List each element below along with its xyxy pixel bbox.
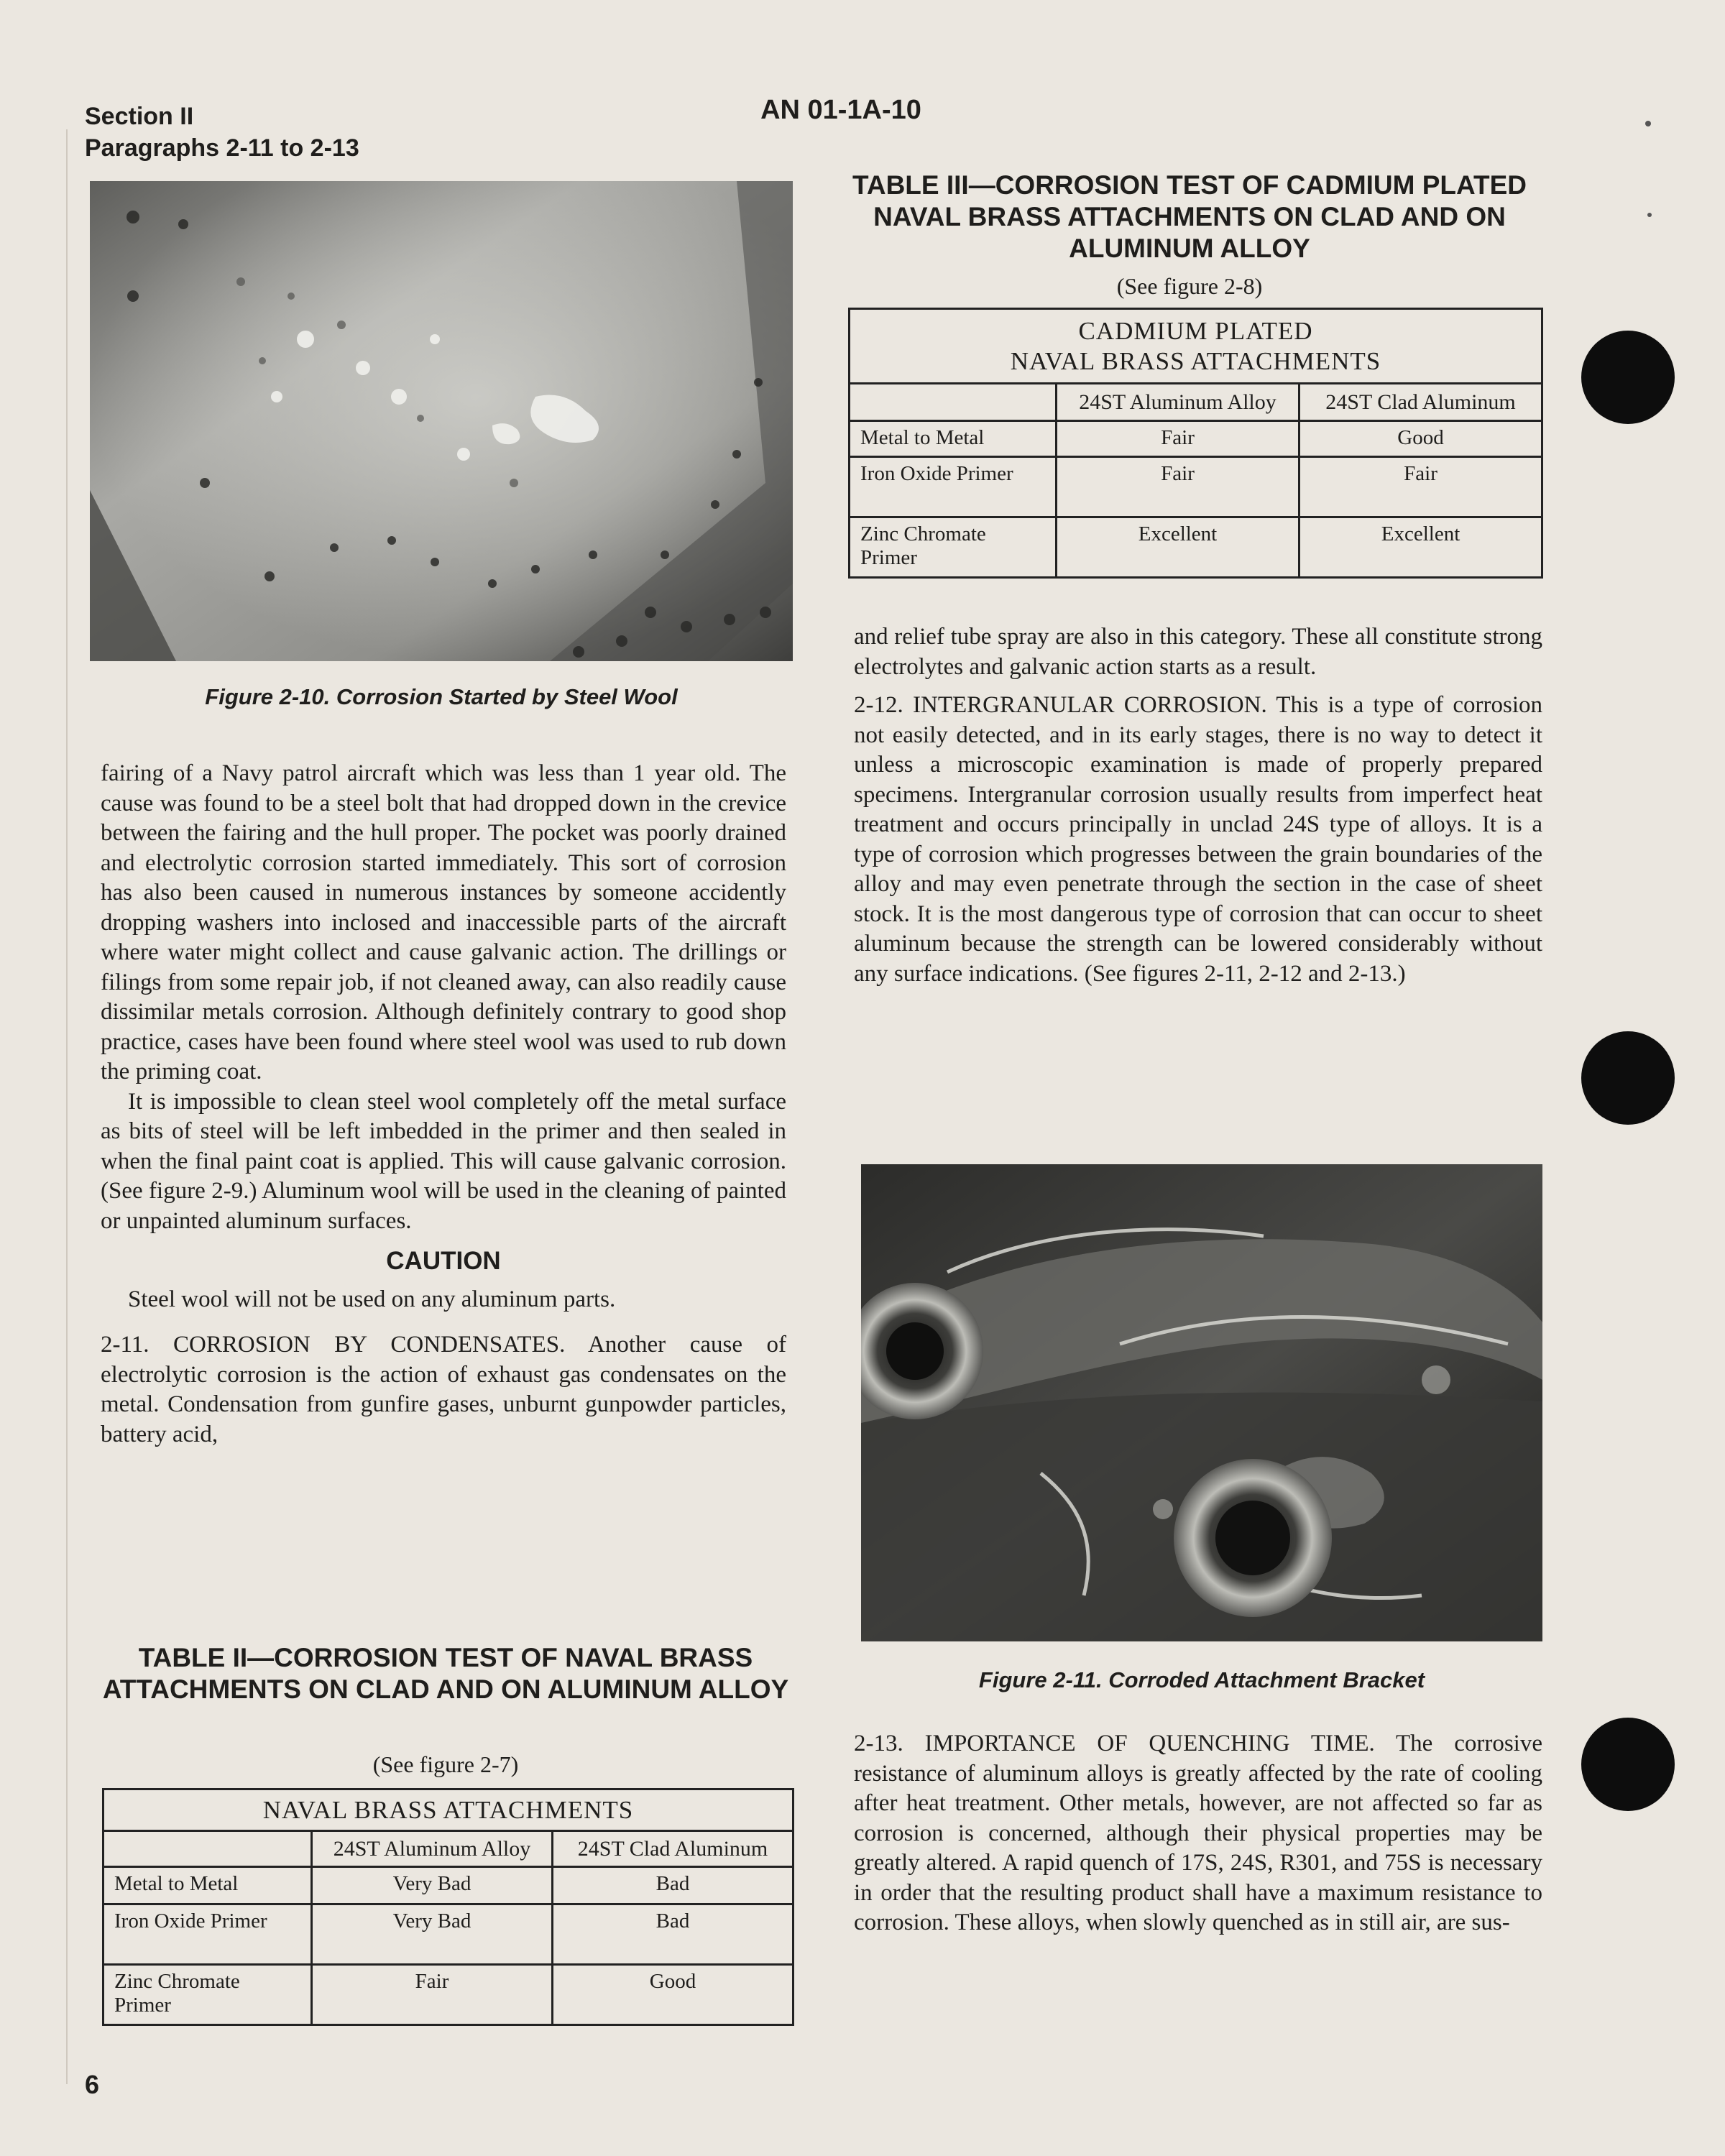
table-row bbox=[104, 1965, 794, 2025]
table-iii-header-empty bbox=[850, 384, 1057, 421]
figure-2-11-photo bbox=[861, 1164, 1542, 1641]
table-cell: Fair bbox=[1057, 421, 1300, 457]
table-cell: Good bbox=[1300, 421, 1542, 457]
table-ii-group-header: NAVAL BRASS ATTACHMENTS bbox=[104, 1789, 794, 1831]
table-ii-subtitle: (See figure 2-7) bbox=[372, 1751, 519, 1777]
caution-heading: CAUTION bbox=[386, 1247, 501, 1275]
table-ii bbox=[102, 1788, 794, 2026]
table-iii-column-header: 24ST Clad Aluminum bbox=[1300, 384, 1542, 421]
table-ii-title: TABLE II—CORROSION TEST OF NAVAL BRASS ATTACHMENTS ON CLAD AND ON ALUMINUM ALLOY bbox=[102, 1643, 789, 1704]
paragraph: 2-13. IMPORTANCE OF QUENCHING TIME. The corrosive resistance of aluminum alloys is greatly affected by the rate of cooling after heat treatment. Other metals, however, are not affected so far as corrosion is concerned, although their physical properties may be greatly altered. A rapid quench of 17S, 24S, R301, and 75S is necessary in order that the resulting product shall have a maximum resistance to corrosion. These alloys, when slowly quenched as in still air, are sus- bbox=[854, 1731, 1542, 1935]
table-cell: Good bbox=[553, 1965, 794, 2025]
table-row bbox=[850, 457, 1542, 517]
page-number: 6 bbox=[85, 2070, 100, 2099]
left-column-text bbox=[101, 759, 786, 1450]
table-iii-column-header: 24ST Aluminum Alloy bbox=[1057, 384, 1300, 421]
caution-text: Steel wool will not be used on any aluminum parts. bbox=[128, 1286, 616, 1312]
table-cell: Fair bbox=[1057, 457, 1300, 517]
margin-rule bbox=[66, 129, 68, 2084]
paragraph: It is impossible to clean steel wool completely off the metal surface as bits of steel will be left imbedded in the primer and then sealed in when the final paint coat is applied. This will cause galvanic corrosion. (See figure 2-9.) Aluminum wool will be used in the cleaning of painted or unpainted aluminum surfaces. bbox=[101, 1088, 786, 1234]
paragraph: fairing of a Navy patrol aircraft which was less than 1 year old. The cause was found to be a steel bolt that had dropped down in the crevice between the fairing and the hull proper. The pocket was poorly drained and electrolytic corrosion started immediately. This sort of corrosion has also been caused in numerous instances by someone accidently dropping washers into inclosed and inaccessible parts of the aircraft where water might collect and cause galvanic action. The drillings or filings from some repair job, if not cleaned away, can also readily cause dissimilar metals corrosion. Although definitely contrary to good shop practice, cases have been found where steel wool was used to rub down the priming coat. bbox=[101, 760, 786, 1084]
row-label: Iron Oxide Primer bbox=[104, 1904, 312, 1965]
table-cell: Bad bbox=[553, 1904, 794, 1965]
binder-hole bbox=[1581, 1031, 1675, 1125]
row-label: Metal to Metal bbox=[850, 421, 1057, 457]
section-label: Section II bbox=[85, 103, 194, 130]
paragraph: 2-11. CORROSION BY CONDENSATES. Another cause of electrolytic corrosion is the action of exhaust gas condensates on the metal. Condensation from gunfire gases, unburnt gunpowder particles, battery acid, bbox=[101, 1332, 786, 1447]
row-label: Zinc Chromate Primer bbox=[104, 1965, 312, 2025]
table-row bbox=[850, 517, 1542, 578]
row-label: Iron Oxide Primer bbox=[850, 457, 1057, 517]
dust-speck bbox=[1647, 213, 1652, 217]
figure-2-11-caption: Figure 2-11. Corroded Attachment Bracket bbox=[978, 1667, 1425, 1692]
figure-2-10-caption: Figure 2-10. Corrosion Started by Steel Wool bbox=[205, 684, 678, 709]
table-ii-column-header: 24ST Clad Aluminum bbox=[553, 1831, 794, 1867]
table-ii-header-empty bbox=[104, 1831, 312, 1867]
table-row bbox=[104, 1904, 794, 1965]
table-iii-group-header bbox=[850, 309, 1542, 384]
right-column-text-upper bbox=[854, 622, 1542, 989]
binder-hole bbox=[1581, 331, 1675, 424]
bracket-photo-image bbox=[861, 1164, 1542, 1641]
row-label: Zinc Chromate Primer bbox=[850, 517, 1057, 578]
paragraph: and relief tube spray are also in this category. These all constitute strong electrolytes and galvanic action starts as a result. bbox=[854, 624, 1542, 680]
page-header-left bbox=[85, 101, 359, 164]
table-iii-group-header-line: CADMIUM PLATED bbox=[1078, 316, 1313, 345]
table-iii-group-header-line: NAVAL BRASS ATTACHMENTS bbox=[1010, 346, 1381, 375]
paragraphs-label: Paragraphs 2-11 to 2-13 bbox=[85, 134, 359, 162]
table-cell: Bad bbox=[553, 1867, 794, 1904]
figure-2-10-photo bbox=[90, 181, 793, 661]
table-cell: Very Bad bbox=[312, 1904, 553, 1965]
table-iii-subtitle: (See figure 2-8) bbox=[1116, 273, 1263, 299]
table-cell: Fair bbox=[312, 1965, 553, 2025]
corrosion-photo-image bbox=[90, 181, 793, 661]
table-ii-column-header: 24ST Aluminum Alloy bbox=[312, 1831, 553, 1867]
table-cell: Fair bbox=[1300, 457, 1542, 517]
table-cell: Excellent bbox=[1300, 517, 1542, 578]
table-cell: Very Bad bbox=[312, 1867, 553, 1904]
table-iii bbox=[848, 308, 1543, 579]
table-row bbox=[104, 1867, 794, 1904]
dust-speck bbox=[1645, 121, 1651, 126]
binder-hole bbox=[1581, 1718, 1675, 1811]
table-iii-title: TABLE III—CORROSION TEST OF CADMIUM PLATED NAVAL BRASS ATTACHMENTS ON CLAD AND ON ALUMINUM ALLOY bbox=[852, 170, 1527, 263]
table-row bbox=[850, 421, 1542, 457]
right-column-text-lower bbox=[854, 1729, 1542, 1938]
doc-number: AN 01-1A-10 bbox=[760, 95, 921, 125]
table-cell: Excellent bbox=[1057, 517, 1300, 578]
row-label: Metal to Metal bbox=[104, 1867, 312, 1904]
paragraph: 2-12. INTERGRANULAR CORROSION. This is a type of corrosion not easily detected, and in its early stages, there is no way to detect it unless a microscopic examination is made of properly prepared specimens. Intergranular corrosion usually results from imperfect heat treatment and occurs principally in unclad 24S type of alloys. It is a type of corrosion which progresses between the grain boundaries of the alloy and may even penetrate through the section in the case of sheet stock. It is the most dangerous type of corrosion that can occur to sheet aluminum because the strength can be lowered considerably without any surface indications. (See figures 2-11, 2-12 and 2-13.) bbox=[854, 692, 1542, 987]
